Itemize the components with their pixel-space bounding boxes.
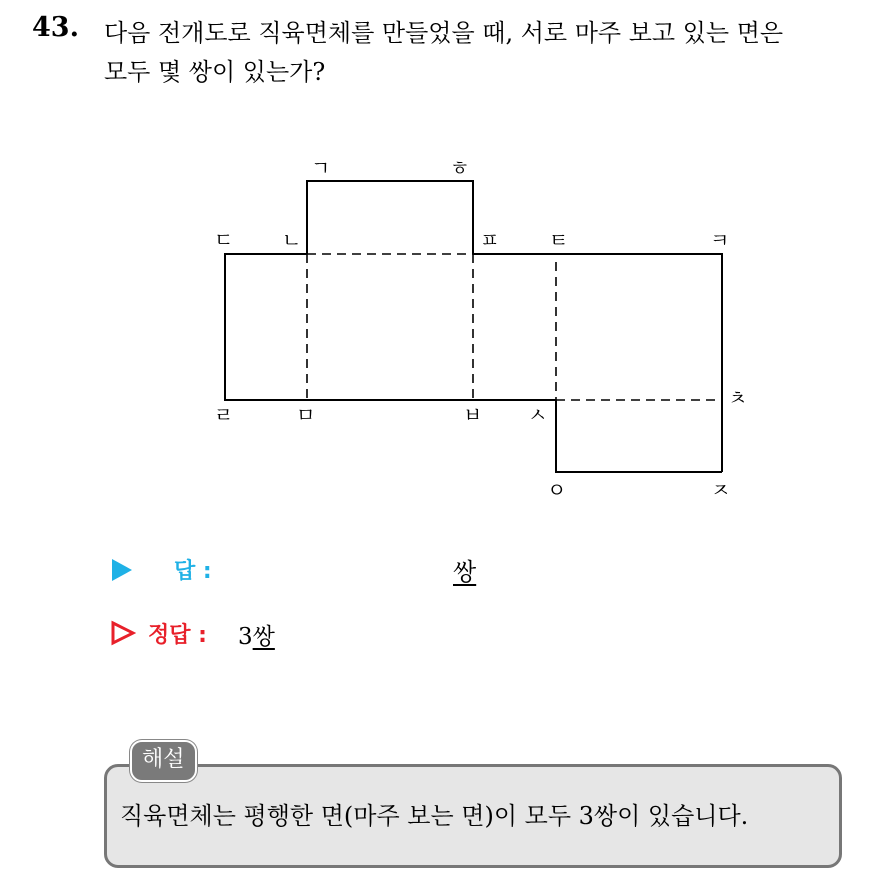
vertex-label-s: ㅅ bbox=[528, 403, 548, 427]
answer-unit: 쌍 bbox=[453, 558, 477, 586]
answer-label: 답 : bbox=[174, 559, 212, 584]
vertex-label-r: ㄹ bbox=[214, 403, 234, 427]
vertex-label-n: ㄴ bbox=[282, 228, 302, 252]
outline-triangle-icon bbox=[110, 620, 136, 646]
net-right-upper bbox=[473, 254, 722, 472]
vertex-label-p: ㅍ bbox=[480, 228, 500, 252]
net-top-flap bbox=[307, 181, 473, 254]
net-bottom-flap bbox=[556, 400, 722, 472]
vertex-label-j: ㅈ bbox=[711, 478, 731, 502]
vertex-label-t: ㅌ bbox=[549, 228, 569, 252]
correct-answer-number: 3 bbox=[238, 624, 253, 650]
vertex-label-b: ㅂ bbox=[463, 403, 483, 427]
vertex-label-g: ㄱ bbox=[311, 156, 331, 180]
vertex-label-m: ㅁ bbox=[296, 403, 316, 427]
vertex-label-o: ㅇ bbox=[547, 478, 567, 502]
answer-row bbox=[108, 550, 608, 590]
vertex-label-h: ㅎ bbox=[450, 156, 470, 180]
vertex-label-ch: ㅊ bbox=[728, 386, 748, 410]
vertex-label-d: ㄷ bbox=[214, 228, 234, 252]
correct-answer-unit: 쌍 bbox=[252, 624, 275, 650]
question-text-line2: 모두 몇 쌍이 있는가? bbox=[104, 58, 326, 86]
correct-answer-label: 정답 : bbox=[148, 623, 207, 648]
correct-answer-row bbox=[108, 614, 608, 654]
net-left-edge bbox=[225, 254, 556, 400]
play-triangle-icon bbox=[112, 559, 132, 581]
explanation-text: 직육면체는 평행한 면(마주 보는 면)이 모두 3쌍이 있습니다. bbox=[120, 802, 749, 830]
vertex-label-k: ㅋ bbox=[710, 228, 730, 252]
question-number: 43. bbox=[32, 12, 79, 43]
explanation-tag: 해설 bbox=[130, 740, 197, 782]
question-text-line1: 다음 전개도로 직육면체를 만들었을 때, 서로 마주 보고 있는 면은 bbox=[104, 19, 784, 47]
correct-answer-value bbox=[238, 618, 275, 651]
